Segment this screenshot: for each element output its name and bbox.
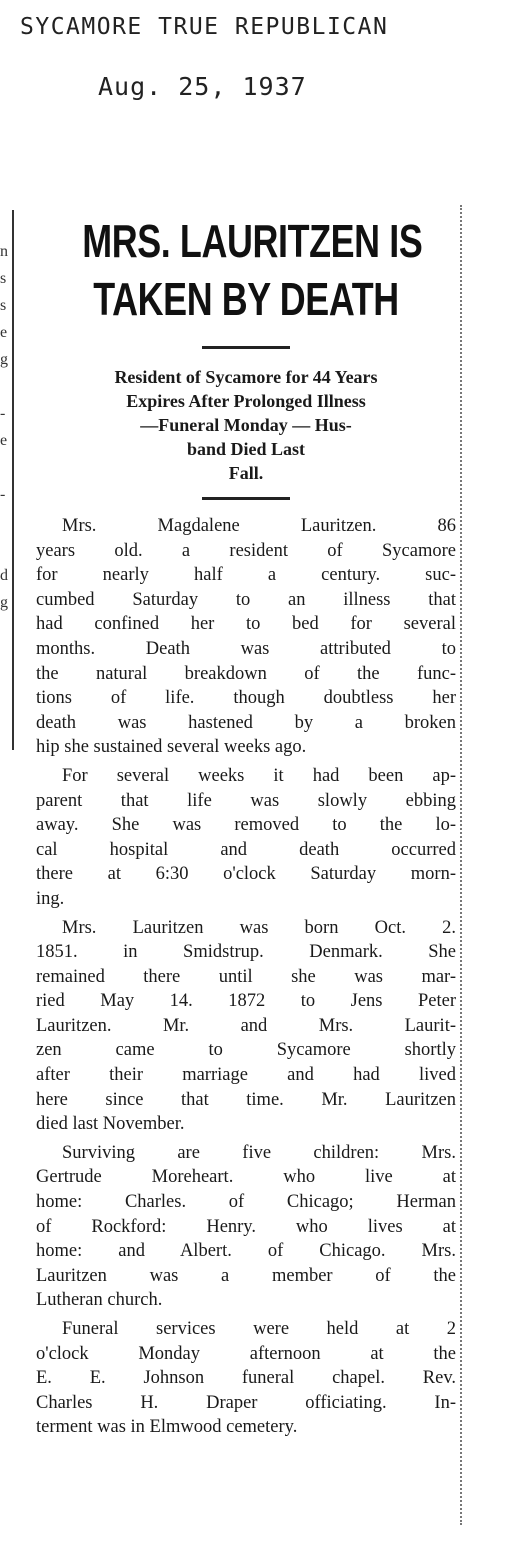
text-line: zen came to Sycamore shortly (36, 1040, 456, 1061)
text-line: ing. (36, 888, 65, 909)
fragment-glyph: e (0, 432, 8, 449)
text-line: For several weeks it had been ap- (62, 765, 456, 786)
article-body (36, 514, 456, 1440)
text-line: for nearly half a century. suc- (36, 565, 456, 586)
text-line: there at 6:30 o'clock Saturday morn- (36, 864, 456, 885)
text-line: death was hastened by a broken (36, 712, 456, 733)
text-line: cal hospital and death occurred (36, 839, 456, 860)
text-line: Charles H. Draper officiating. In- (36, 1392, 456, 1413)
text-line: parent that life was slowly ebbing (36, 790, 456, 811)
subheadline (36, 365, 456, 485)
column-rule (460, 205, 462, 1525)
headline-line-1: MRS. LAURITZEN IS (82, 215, 423, 267)
text-line: here since that time. Mr. Lauritzen (36, 1089, 456, 1110)
subheadline-line: Resident of Sycamore for 44 Years (114, 367, 378, 387)
article-paragraph (36, 1141, 456, 1313)
newspaper-name: SYCAMORE TRUE REPUBLICAN (20, 14, 389, 40)
fragment-glyph: s (0, 297, 7, 314)
text-line: home: Charles. of Chicago; Herman (36, 1192, 456, 1213)
text-line: remained there until she was mar- (36, 966, 456, 987)
text-line: ried May 14. 1872 to Jens Peter (36, 991, 456, 1012)
text-line: Mrs. Lauritzen was born Oct. 2. (62, 917, 456, 938)
subheadline-line: Expires After Prolonged Illness (126, 391, 366, 411)
fragment-glyph (0, 616, 10, 643)
subheadline-line: Fall. (228, 463, 264, 483)
fragment-glyph: - (0, 405, 6, 422)
text-line: away. She was removed to the lo- (36, 815, 456, 836)
subheadline-divider (202, 497, 290, 500)
text-line: had confined her to bed for several (36, 614, 456, 635)
headline-line-2: TAKEN BY DEATH (93, 273, 399, 325)
fragment-glyph: - (0, 486, 6, 503)
adjacent-column-fragment (0, 238, 10, 643)
text-line: Gertrude Moreheart. who live at (36, 1167, 456, 1188)
text-line: Mrs. Magdalene Lauritzen. 86 (62, 516, 456, 536)
text-line: terment was in Elmwood cemetery. (36, 1417, 298, 1438)
article-paragraph (36, 764, 456, 912)
text-line: years old. a resident of Sycamore (36, 540, 456, 561)
publication-date: Aug. 25, 1937 (98, 72, 307, 101)
text-line: Lauritzen was a member of the (36, 1265, 456, 1286)
text-line: hip she sustained several weeks ago. (36, 737, 307, 758)
text-line: Lutheran church. (36, 1290, 163, 1311)
text-line: home: and Albert. of Chicago. Mrs. (36, 1241, 456, 1262)
text-line: E. E. Johnson funeral chapel. Rev. (36, 1368, 456, 1389)
fragment-glyph: g (0, 594, 8, 611)
article-paragraph (36, 1317, 456, 1440)
article (36, 212, 456, 1444)
headline (82, 212, 423, 328)
subheadline-line: —Funeral Monday — Hus- (140, 415, 352, 435)
text-line: Surviving are five children: Mrs. (62, 1142, 456, 1163)
adjacent-column-rule (12, 210, 14, 750)
text-line: after their marriage and had lived (36, 1065, 456, 1086)
text-line: o'clock Monday afternoon at the (36, 1343, 456, 1364)
text-line: Funeral services were held at 2 (62, 1319, 456, 1339)
text-line: the natural breakdown of the func- (36, 663, 456, 684)
text-line: of Rockford: Henry. who lives at (36, 1216, 456, 1237)
fragment-glyph (0, 535, 10, 562)
fragment-glyph: s (0, 270, 7, 287)
fragment-glyph: n (0, 243, 8, 260)
fragment-glyph (0, 454, 10, 481)
text-line: cumbed Saturday to an illness that (36, 589, 456, 610)
text-line: Lauritzen. Mr. and Mrs. Laurit- (36, 1015, 456, 1036)
text-line: 1851. in Smidstrup. Denmark. She (36, 942, 456, 963)
fragment-glyph: g (0, 351, 8, 368)
subheadline-line: band Died Last (186, 439, 306, 459)
fragment-glyph: d (0, 567, 8, 584)
text-line: died last November. (36, 1114, 185, 1135)
fragment-glyph (0, 373, 10, 400)
article-paragraph (36, 514, 456, 760)
fragment-glyph (0, 508, 10, 535)
fragment-glyph: e (0, 324, 8, 341)
text-line: tions of life. though doubtless her (36, 688, 456, 709)
text-line: months. Death was attributed to (36, 638, 456, 659)
headline-divider (202, 346, 290, 349)
article-paragraph (36, 916, 456, 1137)
